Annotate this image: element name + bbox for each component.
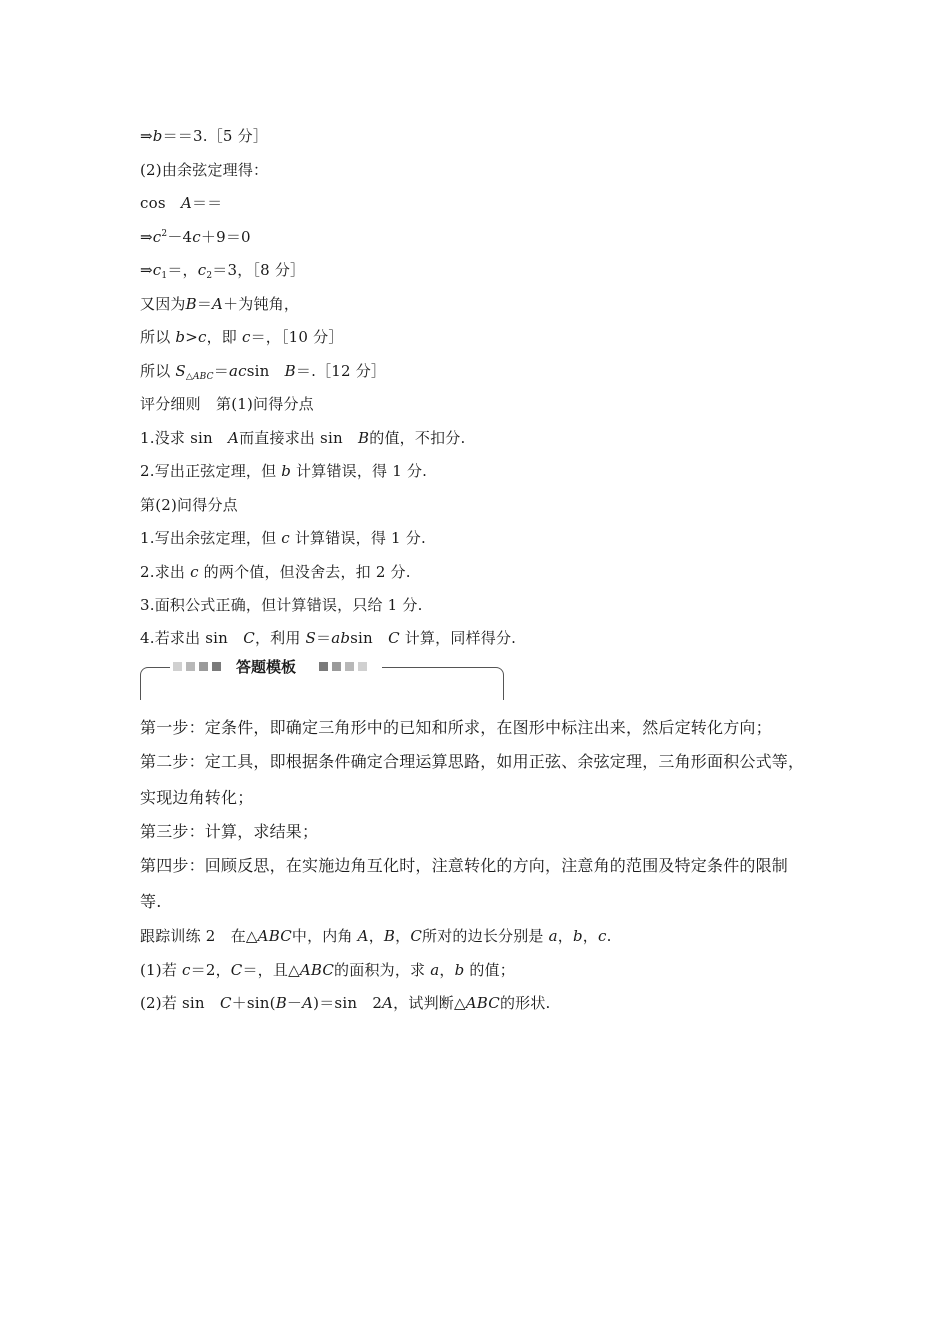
text-run: 的值；: [464, 961, 515, 979]
exercise-part1: [140, 960, 515, 980]
text-run: sin: [350, 629, 389, 647]
math-var: A: [382, 994, 394, 1012]
decor-square: [358, 662, 367, 671]
math-var: C: [410, 927, 423, 945]
math-var: c: [281, 529, 290, 547]
math-var: ABC: [299, 961, 335, 979]
text-run: ，即: [206, 328, 242, 346]
step-four: 第四步：回顾反思，在实施边角互化时，注意转化的方向，注意角的范围及特定条件的限制: [140, 856, 789, 875]
text-run: 的面积为，求: [334, 961, 431, 979]
banner-frame-right: [493, 667, 504, 700]
math-var: c: [241, 328, 251, 346]
text-run: ＝＝3.［5 分］: [162, 127, 269, 145]
text-run: 的值，不扣分.: [369, 429, 466, 447]
math-var: S: [305, 629, 316, 647]
math-var: A: [302, 994, 314, 1012]
math-var: ABC: [257, 927, 292, 945]
math-var: a: [430, 961, 440, 979]
exercise-statement: [140, 926, 612, 946]
math-var: A: [180, 194, 192, 212]
text-run: ，: [439, 961, 455, 979]
text-run: 的两个值，但没舍去，扣 2 分.: [198, 563, 411, 581]
math-var: C: [219, 994, 232, 1012]
text-run: ＝: [196, 295, 213, 313]
grading-item: [140, 628, 516, 648]
decor-square: [332, 662, 341, 671]
text-run: ，: [395, 927, 411, 945]
text-run: －4: [167, 228, 193, 246]
text-run: ，利用: [254, 629, 306, 647]
math-sub: 2: [206, 271, 213, 281]
math-var: c: [152, 228, 162, 246]
step-three: 第三步：计算，求结果；: [140, 822, 319, 841]
decor-square: [199, 662, 208, 671]
grading-heading-part2: 第(2)问得分点: [140, 496, 238, 514]
decor-square: [173, 662, 182, 671]
text-run: ，试判断△: [393, 994, 466, 1012]
math-var: B: [284, 362, 296, 380]
math-var: C: [388, 629, 400, 647]
math-var: ABC: [465, 994, 500, 1012]
text-run: ⇒: [140, 228, 153, 246]
math-var: b: [572, 927, 583, 945]
math-var: A: [357, 927, 369, 945]
text-run: (1)若: [140, 961, 183, 979]
math-var: c: [182, 961, 191, 979]
text-run: 计算错误，得 1 分.: [289, 529, 426, 547]
decor-square: [345, 662, 354, 671]
text-run: 2.写出正弦定理，但: [140, 462, 282, 480]
banner-rule-left: [150, 667, 170, 668]
decor-square: [212, 662, 221, 671]
grading-item: [140, 461, 427, 481]
step-two: 第二步：定工具，即根据条件确定合理运算思路，如用正弦、余弦定理，三角形面积公式等，: [140, 752, 805, 771]
text-run: 2.求出: [140, 563, 191, 581]
math-var: b: [175, 328, 186, 346]
math-var: c: [192, 228, 201, 246]
text-run: (2)若 sin: [140, 994, 220, 1012]
text-run: cos: [140, 194, 181, 212]
grading-item: 3.面积公式正确，但计算错误，只给 1 分.: [140, 596, 423, 614]
text-run: )＝sin 2: [313, 994, 383, 1012]
text-run: 跟踪训练 2 在△: [140, 927, 258, 945]
math-var: C: [243, 629, 255, 647]
text-run: 所对的边长分别是: [422, 927, 549, 945]
math-var: A: [212, 295, 224, 313]
text-run: ，: [582, 927, 598, 945]
text-run: ⇒: [140, 261, 153, 279]
answer-template-banner: [140, 657, 503, 699]
solution-line-part2-intro: (2)由余弦定理得：: [140, 161, 269, 179]
math-var: A: [228, 429, 240, 447]
math-sub: 1: [161, 271, 168, 281]
text-run: >: [185, 328, 198, 346]
text-run: ＝: [213, 362, 229, 380]
math-var: c: [152, 261, 162, 279]
text-run: ，: [368, 927, 384, 945]
text-run: 所以: [140, 328, 176, 346]
grading-item: [140, 562, 411, 582]
text-run: 1.没求 sin: [140, 429, 229, 447]
text-run: ＝3，［8 分］: [212, 261, 306, 279]
text-run: ＋为钝角，: [223, 295, 300, 313]
math-var: S: [175, 362, 186, 380]
grading-item: [140, 428, 465, 448]
math-var: b: [152, 127, 163, 145]
text-run: 所以: [140, 362, 176, 380]
text-run: ＝，: [167, 261, 198, 279]
math-var: c: [597, 927, 607, 945]
text-run: sin: [246, 362, 285, 380]
text-run: 的形状.: [499, 994, 551, 1012]
text-run: 而直接求出 sin: [239, 429, 359, 447]
solution-line-roots: [140, 260, 305, 280]
text-run: .: [606, 927, 612, 945]
banner-frame-left: [140, 667, 151, 700]
text-run: 计算错误，得 1 分.: [291, 462, 428, 480]
math-var: B: [275, 994, 287, 1012]
math-sup: 2: [161, 229, 168, 239]
text-run: 1.写出余弦定理，但: [140, 529, 282, 547]
math-var: C: [230, 961, 243, 979]
math-var: c: [197, 261, 207, 279]
math-sub: △ABC: [185, 372, 214, 382]
text-run: 中，内角: [291, 927, 358, 945]
text-run: ＝，且△: [242, 961, 300, 979]
text-run: －: [286, 994, 303, 1012]
text-run: ＋9＝0: [200, 228, 251, 246]
text-run: ，: [557, 927, 573, 945]
math-var: b: [281, 462, 292, 480]
math-var: c: [197, 328, 207, 346]
math-var: B: [383, 927, 396, 945]
text-run: 4.若求出 sin: [140, 629, 244, 647]
grading-item: [140, 528, 426, 548]
solution-line-area: [140, 361, 386, 381]
banner-rule-right: [382, 667, 494, 668]
math-var: B: [358, 429, 370, 447]
text-run: 计算，同样得分.: [399, 629, 517, 647]
math-var: B: [185, 295, 197, 313]
math-var: ac: [228, 362, 247, 380]
decor-square: [186, 662, 195, 671]
math-var: c: [190, 563, 199, 581]
text-run: ＝，［10 分］: [250, 328, 344, 346]
text-run: ＝.［12 分］: [295, 362, 387, 380]
grading-heading-part1: 评分细则 第(1)问得分点: [140, 395, 314, 413]
step-one: 第一步：定条件，即确定三角形中的已知和所求，在图形中标注出来，然后定转化方向；: [140, 718, 772, 737]
step-four-continued: 等.: [140, 892, 162, 911]
text-run: ＝: [316, 629, 332, 647]
text-run: ＋sin(: [231, 994, 276, 1012]
answer-template-title: 答题模板: [236, 658, 297, 676]
text-run: ＝2，: [190, 961, 231, 979]
solution-line-obtuse: [140, 294, 299, 314]
solution-line-cos-a: [140, 193, 222, 213]
text-run: ＝＝: [191, 194, 223, 212]
text-run: 又因为: [140, 295, 186, 313]
text-run: ⇒: [140, 127, 153, 145]
math-var: a: [548, 927, 558, 945]
decor-square: [319, 662, 328, 671]
math-var: b: [454, 961, 465, 979]
solution-line-b-value: [140, 126, 268, 146]
math-var: ab: [331, 629, 351, 647]
exercise-part2: [140, 993, 551, 1013]
solution-line-quadratic: [140, 227, 251, 247]
solution-line-c-value: [140, 327, 344, 347]
step-two-continued: 实现边角转化；: [140, 788, 254, 807]
